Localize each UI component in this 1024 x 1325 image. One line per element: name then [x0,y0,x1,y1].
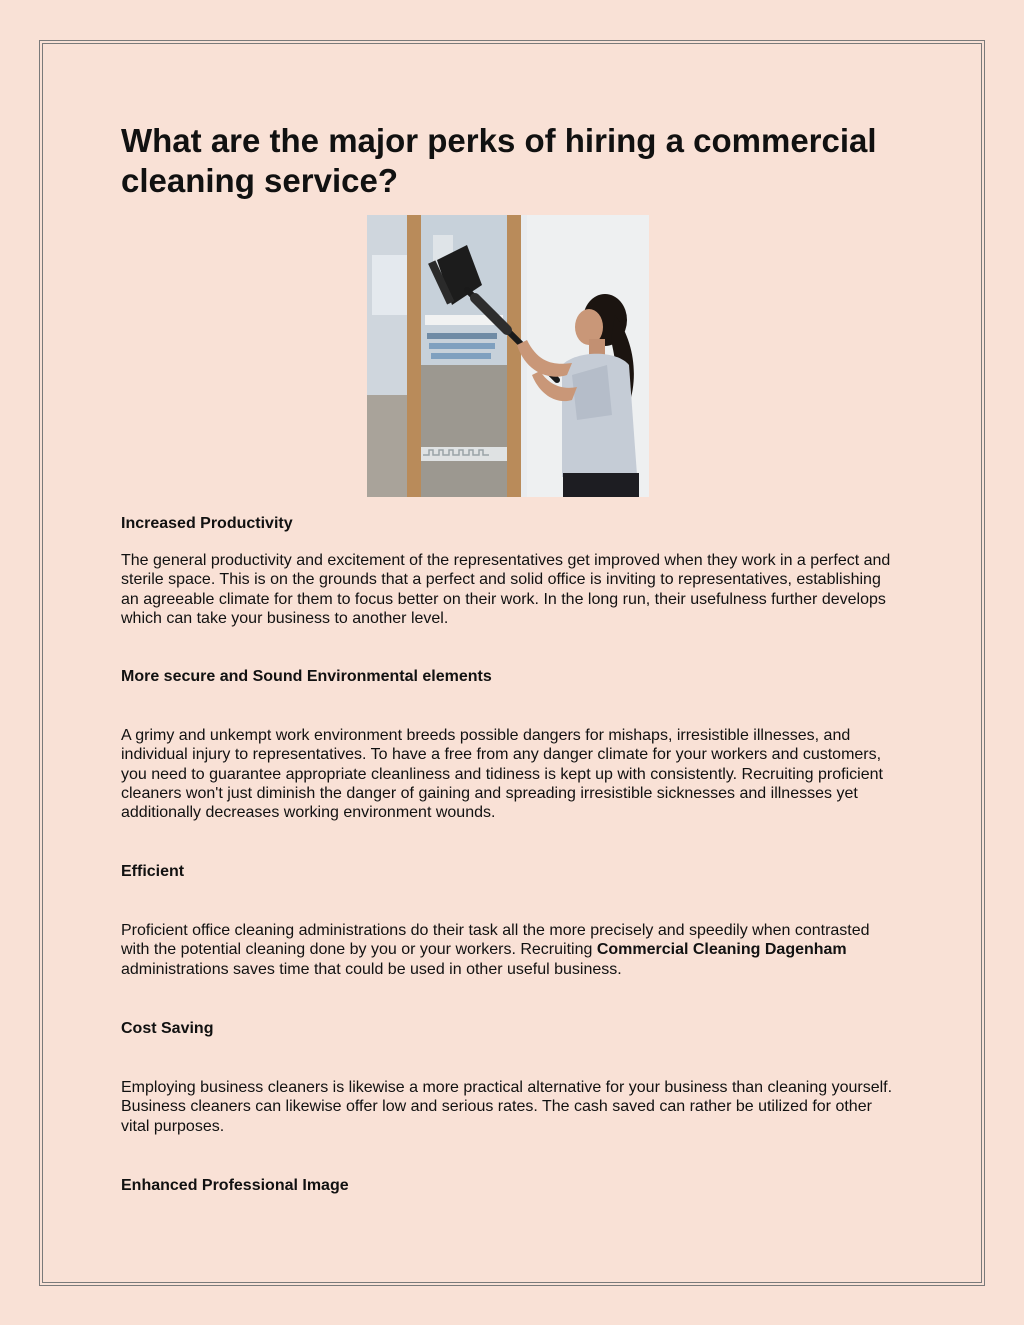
cleaner-photo [367,215,649,497]
section-cost-saving [121,1019,901,1136]
section-secure-environment [121,667,901,822]
section-body: A grimy and unkempt work environment breeds possible dangers for mishaps, irresistible illnesses, and individual injury to representatives. To have a free from any danger climate for your workers and customers, you need to guarantee appropriate cleanliness and tidiness is kept up with consistently. Recruiting proficient cleaners won't just diminish the danger of gaining and spreading irresistible sicknesses and illnesses yet additionally decreases working environment wounds. [121,727,883,822]
section-heading: Enhanced Professional Image [121,1177,349,1194]
section-heading: Cost Saving [121,1020,214,1037]
section-heading: Efficient [121,863,185,880]
section-professional-image [121,1176,901,1195]
section-body: The general productivity and excitement of the representatives get improved when they work in a perfect and sterile space. This is on the grounds that a perfect and solid office is inviting to representatives, establishing an agreeable climate for them to focus better on their work. In the long run, their usefulness further develops which can take your business to another level. [121,552,891,627]
section-body: Employing business cleaners is likewise a more practical alternative for your business than cleaning yourself. Business cleaners can likewise offer low and serious rates. The cash saved can rather be utilized for other vital purposes. [121,1079,893,1135]
body-text-before: Proficient office cleaning administrations do their task all the more precisely and speedily when contrasted with the potential cleaning done by you or your workers. Recruiting [121,922,870,959]
section-heading: More secure and Sound Environmental elements [121,668,492,685]
section-efficient [121,862,901,979]
page-title: What are the major perks of hiring a commercial cleaning service? [121,122,877,199]
section-increased-productivity [121,514,901,628]
document-content [121,121,901,1194]
business-link-text: Commercial Cleaning Dagenham [596,941,847,959]
section-heading: Increased Productivity [121,515,293,532]
section-body [121,921,901,979]
body-text-after: administrations saves time that could be used in other useful business. [121,960,622,978]
